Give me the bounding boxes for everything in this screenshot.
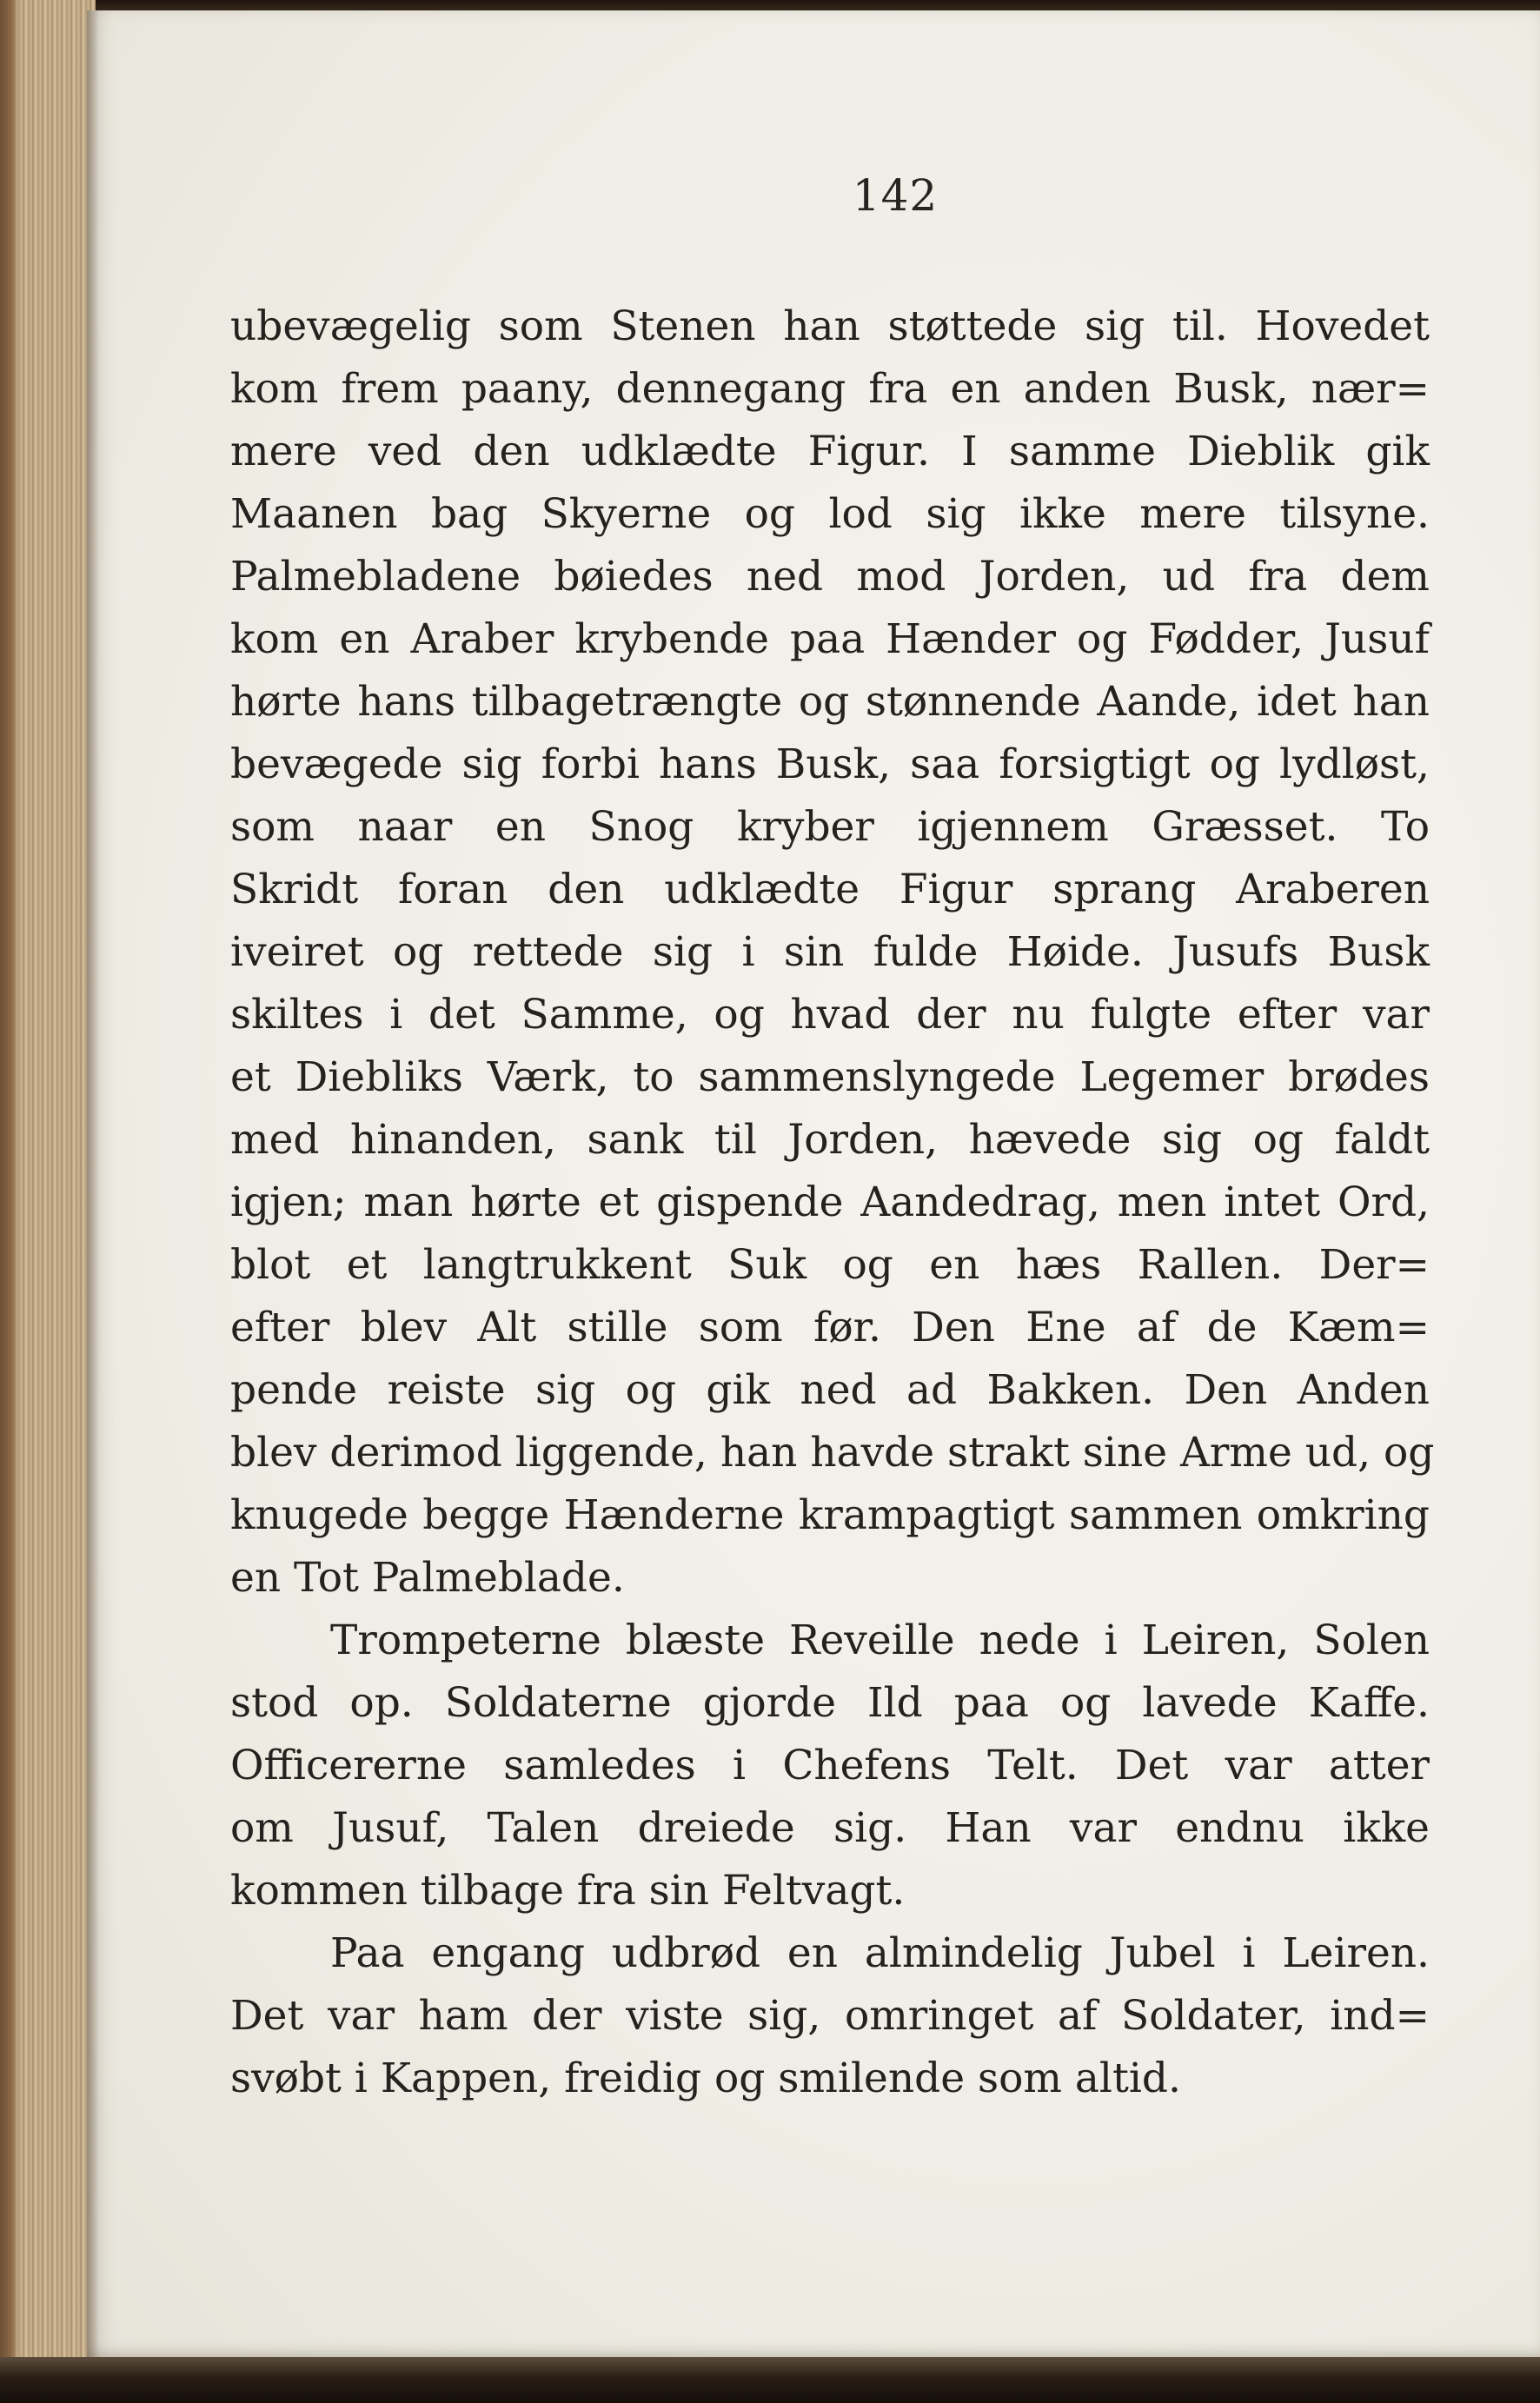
page-number: 142: [852, 170, 939, 221]
text-line: stod op. Soldaterne gjorde Ild paa og lavede Kaffe.: [230, 1679, 1430, 1727]
binding-shadow: [0, 0, 19, 2403]
text-line: Officererne samledes i Chefens Telt. Det var atter: [230, 1742, 1430, 1789]
book-edge-bottom: [0, 2357, 1540, 2403]
body-text: [230, 295, 1435, 2110]
text-line: Maanen bag Skyerne og lod sig ikke mere tilsyne.: [230, 490, 1430, 538]
text-line: iveiret og rettede sig i sin fulde Høide. Jusufs Busk: [230, 928, 1430, 976]
text-line: blev derimod liggende, han havde strakt sine Arme ud, og: [230, 1429, 1435, 1477]
text-line: Det var ham der viste sig, omringet af Soldater, ind=: [230, 1992, 1430, 2040]
text-line: Palmebladene bøiedes ned mod Jorden, ud fra dem: [230, 553, 1430, 601]
page-crease: [87, 10, 99, 2357]
text-line: et Diebliks Værk, to sammenslyngede Legemer brødes: [230, 1053, 1430, 1101]
text-line: kom frem paany, dennegang fra en anden Busk, nær=: [230, 365, 1430, 413]
text-line: blot et langtrukkent Suk og en hæs Rallen. Der=: [230, 1241, 1430, 1289]
text-line: mere ved den udklædte Figur. I samme Dieblik gik: [230, 428, 1430, 475]
text-line: hørte hans tilbagetrængte og stønnende Aande, idet han: [230, 678, 1430, 726]
text-line: svøbt i Kappen, freidig og smilende som altid.: [230, 2054, 1181, 2102]
text-line: med hinanden, sank til Jorden, hævede sig og faldt: [230, 1116, 1430, 1164]
text-line: som naar en Snog kryber igjennem Græsset. To: [230, 803, 1430, 851]
text-line: efter blev Alt stille som før. Den Ene af de Kæm=: [230, 1304, 1430, 1351]
text-line: Skridt foran den udklædte Figur sprang Araberen: [230, 866, 1430, 913]
text-line: bevægede sig forbi hans Busk, saa forsigtigt og lydløst,: [230, 740, 1430, 788]
text-line: pende reiste sig og gik ned ad Bakken. Den Anden: [230, 1366, 1430, 1414]
text-line: kom en Araber krybende paa Hænder og Fødder, Jusuf: [230, 615, 1430, 663]
text-line: knugede begge Hænderne krampagtigt sammen omkring: [230, 1491, 1430, 1539]
text-line: Paa engang udbrød en almindelig Jubel i Leiren.: [330, 1929, 1430, 1977]
text-line: Trompeterne blæste Reveille nede i Leiren, Solen: [330, 1616, 1430, 1664]
text-line: om Jusuf, Talen dreiede sig. Han var endnu ikke: [230, 1804, 1430, 1852]
text-line: kommen tilbage fra sin Feltvagt.: [230, 1867, 906, 1915]
text-line: ubevægelig som Stenen han støttede sig til. Hovedet: [230, 302, 1430, 350]
text-line: en Tot Palmeblade.: [230, 1554, 625, 1602]
text-line: skiltes i det Samme, og hvad der nu fulgte efter var: [230, 991, 1430, 1039]
text-line: igjen; man hørte et gispende Aandedrag, men intet Ord,: [230, 1178, 1430, 1226]
